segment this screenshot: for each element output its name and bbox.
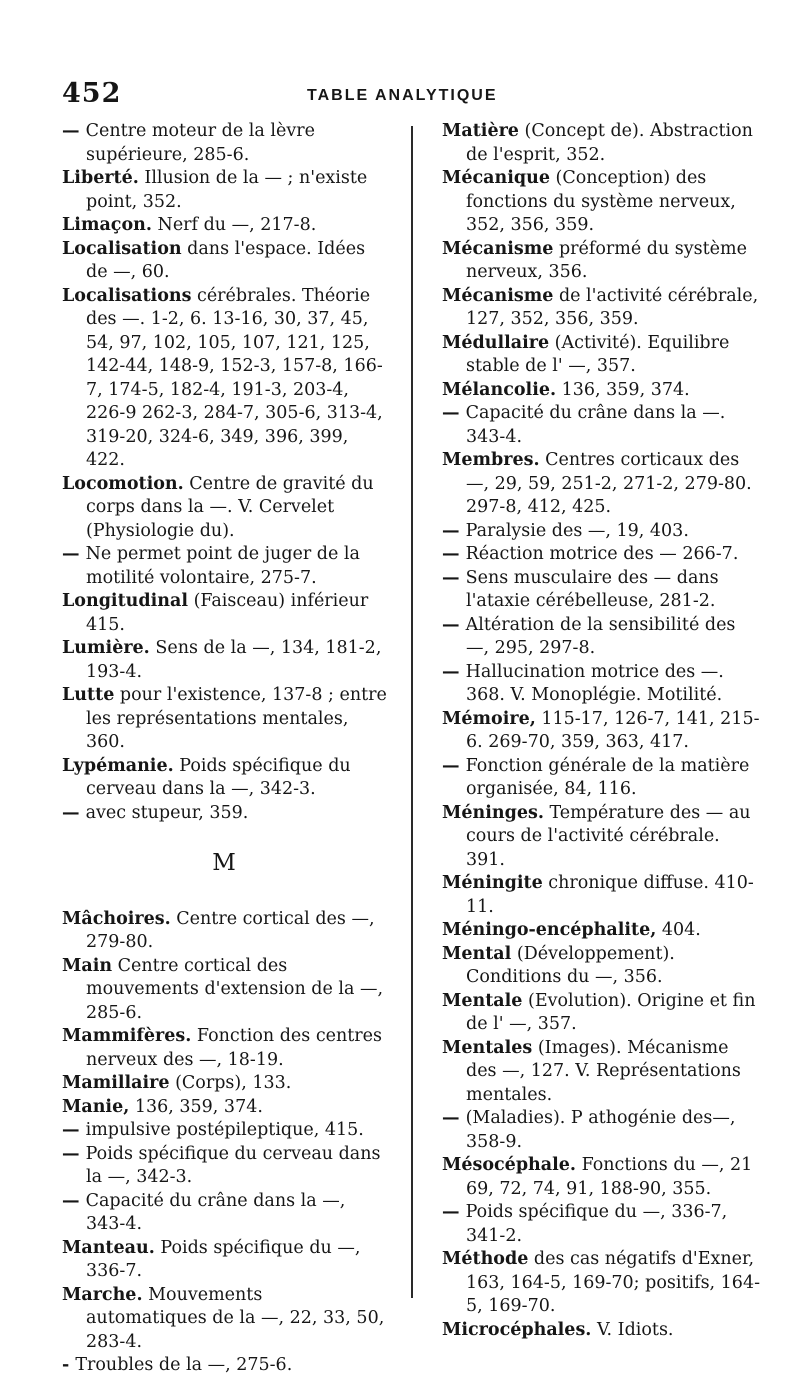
index-entry — [62, 1119, 387, 1143]
index-entry — [62, 908, 387, 955]
right-entries-m — [442, 120, 760, 1342]
index-text: préformé du système nerveux, 356. — [466, 238, 747, 282]
index-text: de l'activité cérébrale, 127, 352, 356, 359. — [466, 285, 759, 329]
index-term: — — [442, 567, 466, 588]
index-term: — — [62, 1120, 86, 1140]
index-text: Centre cortical des —, 279-80. — [86, 908, 375, 952]
page-header — [62, 78, 762, 118]
index-entry — [442, 520, 760, 544]
index-term: Lutte — [62, 685, 115, 705]
index-term: — — [442, 1108, 466, 1128]
index-text: 136, 359, 374. — [556, 379, 690, 400]
index-entry — [62, 543, 387, 590]
running-title: TABLE ANALYTIQUE — [307, 87, 498, 104]
index-text: (Conception) des fonctions du système nerveux, 352, 356, 359. — [466, 168, 736, 235]
index-text: avec stupeur, 359. — [85, 802, 249, 823]
index-text: Poids spécifique du cerveau dans la —, 342-3. — [85, 1143, 381, 1187]
index-text: 136, 359, 374. — [129, 1096, 263, 1117]
index-entry — [442, 567, 760, 614]
index-text: Capacité du crâne dans la —, 343-4. — [85, 1190, 346, 1234]
index-text: Capacité du crâne dans la —. 343-4. — [465, 403, 726, 447]
index-text: (Concept de). Abstraction de l'esprit, 352. — [466, 121, 753, 165]
index-text: Fonctions du —, 21 69, 72, 74, 91, 188-90, 355. — [466, 1155, 753, 1199]
index-text: Fonction générale de la matière organisée, 84, 116. — [465, 755, 750, 799]
index-term: Mélancolie. — [442, 379, 557, 400]
index-text: Fonction des centres nerveux des —, 18-19. — [86, 1026, 382, 1070]
index-entry — [442, 943, 760, 990]
index-text: (Faisceau) inférieur 415. — [86, 591, 369, 635]
index-entry — [442, 285, 760, 332]
page-number: 452 — [62, 78, 122, 109]
index-entry — [442, 120, 760, 167]
index-text: (Maladies). P athogénie des—, 358-9. — [465, 1108, 736, 1152]
index-text: Nerf du —, 217-8. — [151, 215, 317, 235]
index-term: Mentales — [442, 1037, 533, 1058]
index-entry — [62, 955, 387, 1026]
index-term: Méningo-encéphalite, — [442, 920, 657, 940]
index-term: Mamillaire — [62, 1073, 170, 1093]
index-text: Sens musculaire des — dans l'ataxie cérébelleuse, 281-2. — [465, 567, 719, 611]
index-text: 115-17, 126-7, 141, 215-6. 269-70, 359, 363, 417. — [466, 708, 760, 752]
index-term: Mécanisme — [442, 238, 554, 259]
index-term: Limaçon. — [62, 215, 152, 235]
index-text: Hallucination motrice des —. 368. V. Monoplégie. Motilité. — [465, 661, 724, 705]
index-entry — [62, 1025, 387, 1072]
index-term: Manteau. — [62, 1237, 155, 1258]
index-entry — [62, 1072, 387, 1096]
index-entry — [442, 755, 760, 802]
index-entry — [442, 802, 760, 873]
index-term: Longitudinal — [62, 591, 188, 611]
index-text: Centres corticaux des —, 29, 59, 251-2, 271-2, 279-80. 297-8, 412, 425. — [466, 450, 752, 517]
index-text: dans l'espace. Idées de —, 60. — [86, 238, 366, 282]
index-term: Localisation — [62, 238, 182, 259]
index-entry — [442, 379, 760, 403]
index-text: Poids spécifique du cerveau dans la —, 342-3. — [86, 755, 351, 799]
index-term: Lumière. — [62, 638, 150, 658]
index-term: Méthode — [442, 1249, 529, 1269]
index-entry — [62, 1190, 387, 1237]
index-text: Sens de la —, 134, 181-2, 193-4. — [86, 638, 382, 682]
index-term: Matière — [442, 121, 519, 141]
index-entry — [62, 684, 387, 755]
index-text: (Corps), 133. — [169, 1073, 292, 1093]
index-entry — [62, 802, 387, 826]
index-text: Centre cortical des mouvements d'extension de la —, 285-6. — [86, 955, 384, 1023]
left-entries-m — [62, 908, 387, 1378]
index-text: Centre de gravité du corps dans la —. V. Cervelet (Physiologie du). — [86, 473, 374, 541]
index-entry — [62, 120, 387, 167]
index-entry — [62, 1354, 387, 1378]
index-term: — — [62, 1143, 86, 1164]
index-entry — [442, 919, 760, 943]
index-term: Liberté. — [62, 168, 139, 188]
index-term: Mécanique — [442, 168, 550, 188]
index-text: Réaction motrice des — 266-7. — [465, 544, 739, 564]
index-text: des cas négatifs d'Exner, 163, 164-5, 169-70; positifs, 164-5, 169-70. — [466, 1249, 760, 1316]
index-text: cérébrales. Théorie des —. 1-2, 6. 13-16, 30, 37, 45, 54, 97, 102, 105, 107, 121, 125, 142-44, 148-9, 152-3, 157-8, 166-7, 174-5, 182-4, 191-3, 203-4, 226-9 262-3, 284-7, 305-6, 313-4, 319-20, 324-6, 349, 396, 399, 422. — [86, 285, 383, 470]
index-term: Main — [62, 955, 113, 976]
index-entry — [62, 755, 387, 802]
index-text: chronique diffuse. 410-11. — [466, 873, 754, 917]
index-entry — [62, 238, 387, 285]
index-term: Mammifères. — [62, 1026, 192, 1046]
index-entry — [442, 332, 760, 379]
index-term: Méningite — [442, 873, 543, 893]
index-entry — [442, 872, 760, 919]
index-entry — [442, 1201, 760, 1248]
index-entry — [442, 1107, 760, 1154]
section-letter-m: M — [212, 850, 237, 876]
index-text: (Développement). Conditions du —, 356. — [466, 943, 675, 987]
index-term: Médullaire — [442, 332, 550, 353]
index-text: Paralysie des —, 19, 403. — [465, 520, 689, 541]
index-term: — — [442, 755, 466, 776]
index-entry — [442, 990, 760, 1037]
index-entry — [442, 708, 760, 755]
index-entry — [62, 637, 387, 684]
index-term: Mésocéphale. — [442, 1155, 576, 1175]
index-term: — — [442, 661, 466, 682]
index-text: Centre moteur de la lèvre supérieure, 285-6. — [85, 121, 315, 165]
index-term: Localisations — [62, 285, 192, 306]
index-text: Température des — au cours de l'activité cérébrale. 391. — [466, 802, 751, 870]
index-term: — — [442, 544, 466, 564]
index-term: — — [442, 520, 466, 541]
index-text: Troubles de la —, 275-6. — [75, 1355, 293, 1375]
index-text: Illusion de la — ; n'existe point, 352. — [86, 168, 368, 212]
index-text: (Evolution). Origine et fin de l' —, 357. — [466, 990, 756, 1034]
index-entry — [62, 167, 387, 214]
index-entry — [62, 473, 387, 544]
index-entry — [442, 449, 760, 520]
index-term: - — [62, 1355, 76, 1375]
index-term: — — [62, 1190, 86, 1211]
index-term: — — [442, 403, 466, 423]
right-column — [442, 120, 760, 1342]
index-text: (Images). Mécanisme des —, 127. V. Représentations mentales. — [466, 1037, 741, 1105]
index-term: Mentale — [442, 990, 523, 1011]
index-term: — — [62, 802, 86, 823]
index-entry — [442, 1248, 760, 1319]
index-entry — [442, 402, 760, 449]
left-entries-l — [62, 120, 387, 825]
index-text: V. Idiots. — [591, 1319, 674, 1340]
index-entry — [62, 1237, 387, 1284]
index-entry — [442, 1037, 760, 1108]
index-term: Mécanisme — [442, 285, 554, 306]
index-entry — [442, 661, 760, 708]
index-entry — [62, 285, 387, 473]
index-term: — — [442, 1202, 466, 1222]
index-term: Méninges. — [442, 802, 544, 823]
index-entry — [442, 238, 760, 285]
index-entry — [442, 543, 760, 567]
index-text: Poids spécifique du —, 336-7, 341-2. — [465, 1202, 728, 1246]
index-entry — [62, 1143, 387, 1190]
index-entry — [62, 214, 387, 238]
index-entry — [442, 167, 760, 238]
index-text: Mouvements automatiques de la —, 22, 33, 50, 283-4. — [86, 1284, 385, 1352]
index-term: Microcéphales. — [442, 1319, 592, 1340]
index-text: (Activité). Equilibre stable de l' —, 357. — [466, 332, 730, 376]
index-term: — — [442, 614, 466, 635]
index-term: Mâchoires. — [62, 908, 171, 929]
index-term: Locomotion. — [62, 473, 184, 494]
index-term: — — [62, 544, 86, 564]
column-divider — [411, 126, 413, 1298]
index-entry — [62, 1096, 387, 1120]
left-column — [62, 120, 387, 1378]
index-entry — [62, 1284, 387, 1355]
index-term: Lypémanie. — [62, 755, 174, 776]
index-text: 404. — [656, 920, 701, 940]
index-term: Manie, — [62, 1096, 130, 1117]
index-term: Marche. — [62, 1284, 143, 1305]
index-entry — [62, 590, 387, 637]
index-text: pour l'existence, 137-8 ; entre les représentations mentales, 360. — [86, 685, 387, 752]
index-term: — — [62, 121, 86, 141]
index-entry — [442, 1319, 760, 1343]
index-term: Mémoire, — [442, 708, 536, 729]
index-entry — [442, 1154, 760, 1201]
index-text: impulsive postépileptique, 415. — [85, 1120, 364, 1140]
index-term: Mental — [442, 943, 512, 964]
index-text: Altération de la sensibilité des —, 295, 297-8. — [465, 614, 736, 658]
index-text: Ne permet point de juger de la motilité volontaire, 275-7. — [85, 544, 360, 588]
index-text: Poids spécifique du —, 336-7. — [86, 1237, 361, 1281]
index-term: Membres. — [442, 450, 540, 470]
index-entry — [442, 614, 760, 661]
